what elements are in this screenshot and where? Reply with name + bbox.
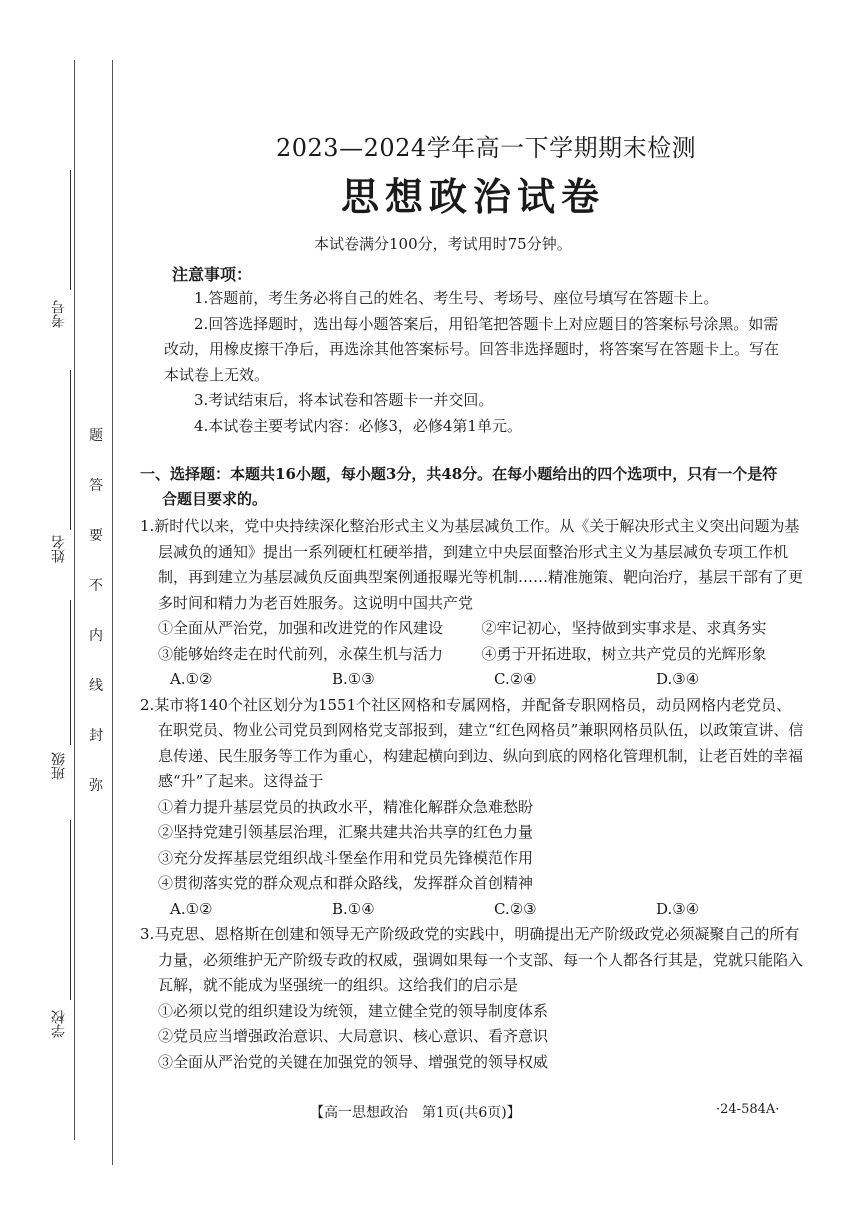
seal-warning-char: 要	[89, 528, 103, 544]
section-heading-line: 一、选择题：本题共16小题，每小题3分，共48分。在每小题给出的四个选项中，只有一个是符	[140, 465, 778, 483]
binding-margin	[0, 0, 120, 1226]
seal-warning-char: 不	[89, 578, 103, 594]
answer-choices	[140, 897, 805, 923]
notice-item: 2.回答选择题时，选出每小题答案后，用铅笔把答题卡上对应题目的答案标号涂黑。如需改动，用橡皮擦干净后，再选涂其他答案标号。回答非选择题时，将答案写在答题卡上。写在本试卷上无效。	[164, 314, 780, 384]
seal-warning-char: 答	[89, 478, 103, 494]
answer-choice: C.②③	[494, 899, 537, 918]
answer-choice: C.②④	[494, 670, 537, 688]
question-1	[140, 514, 805, 693]
name-field	[48, 535, 70, 563]
answer-choice: D.③④	[656, 899, 700, 918]
statement-option: ④勇于开拓进取，树立共产党员的光辉形象	[481, 644, 767, 663]
class-blank	[70, 600, 71, 745]
question-3	[140, 922, 805, 1075]
answer-choices	[140, 667, 805, 693]
statement-option: ③充分发挥基层党组织战斗堡垒作用和党员先锋模范作用	[158, 848, 534, 867]
notice-item: 1.答题前，考生务必将自己的姓名、考生号、考场号、座位号填写在答题卡上。	[194, 289, 719, 307]
statement-option: ①全面从严治党，加强和改进党的作风建设	[158, 619, 444, 637]
seal-warning-char: 线	[89, 678, 103, 694]
footer-paper-code: ·24-584A·	[716, 1102, 780, 1117]
question-list	[140, 514, 805, 1075]
exam-number-field	[48, 300, 70, 328]
seal-warning-char: 封	[89, 728, 103, 744]
exam-subject-title: 思想政治试卷	[341, 174, 606, 219]
seal-warning-char: 弥	[89, 778, 103, 794]
answer-choice: D.③④	[656, 670, 700, 688]
option-row	[140, 642, 805, 668]
exam-title: 2023—2024学年高一下学期期末检测	[276, 134, 697, 162]
binding-line-inner	[112, 60, 113, 1165]
notice-item: 3.考试结束后，将本试卷和答题卡一并交回。	[194, 391, 494, 409]
answer-choice: B.①③	[332, 670, 375, 688]
option-row	[140, 616, 805, 642]
notice-item: 4.本试卷主要考试内容：必修3，必修4第1单元。	[194, 416, 522, 435]
answer-choice: A.①②	[170, 670, 213, 688]
exam-number-blank	[70, 170, 71, 290]
question-stem: 3.马克思、恩格斯在创建和领导无产阶级政党的实践中，明确提出无产阶级政党必须凝聚自己的所有力量，必须维护无产阶级专政的权威，强调如果每一个支部、每一个人都各行其是，党就只能陷入瓦解，就不能成为坚强统一的组织。这给我们的启示是	[140, 925, 804, 994]
school-blank	[70, 820, 71, 1000]
binding-line-outer	[74, 60, 75, 1140]
answer-choice: B.①④	[332, 899, 375, 918]
school-field	[48, 1010, 70, 1038]
statement-option: ③全面从严治党的关键在加强党的领导、增强党的领导权威	[158, 1052, 549, 1071]
statement-option: ①必须以党的组织建设为统领，建立健全党的领导制度体系	[158, 1001, 549, 1020]
question-stem: 1.新时代以来，党中央持续深化整治形式主义为基层减负工作。从《关于解决形式主义突出问题为基层减负的通知》提出一系列硬杠杠硬举措，到建立中央层面整治形式主义为基层减负专项工作机制，再到建立为基层减负反面典型案例通报曝光等机制……精准施策、靶向治疗，基层干部有了更多时间和精力为老百姓服务。这说明中国共产党	[140, 517, 804, 612]
statement-option: ②党员应当增强政治意识、大局意识、核心意识、看齐意识	[158, 1027, 549, 1045]
exam-number-label: 考号	[51, 300, 67, 328]
statement-option: ②牢记初心，坚持做到实事求是、求真务实	[481, 619, 767, 637]
statement-option: ②坚持党建引领基层治理，汇聚共建共治共享的红色力量	[158, 823, 534, 841]
question-2	[140, 693, 805, 923]
footer-page-info: 【高一思想政治 第1页(共6页)】	[310, 1105, 521, 1121]
statement-option: ③能够始终走在时代前列，永葆生机与活力	[158, 644, 444, 663]
section-heading	[140, 462, 810, 512]
statement-option: ①着力提升基层党员的执政水平，精准化解群众急难愁盼	[158, 797, 534, 816]
answer-choice: A.①②	[170, 899, 213, 918]
statement-option: ④贯彻落实党的群众观点和群众路线，发挥群众首创精神	[158, 874, 534, 892]
name-label: 姓名	[51, 535, 67, 563]
notice-list	[164, 286, 784, 439]
section-heading-line: 合题目要求的。	[162, 490, 268, 508]
notice-heading: 注意事项：	[172, 265, 253, 284]
class-field	[48, 752, 70, 780]
seal-warning-char: 内	[89, 628, 103, 644]
seal-warning-char: 题	[89, 428, 103, 444]
exam-info: 本试卷满分100分，考试用时75分钟。	[314, 235, 572, 253]
school-label: 学校	[51, 1010, 67, 1038]
question-stem: 2.某市将140个社区划分为1551个社区网格和专属网格，并配备专职网格员，动员网格内老党员、在职党员、物业公司党员到网格党支部报到，建立“红色网格员”兼职网格员队伍，以政策宣讲、信息传递、民生服务等工作为重心，构建起横向到边、纵向到底的网格化管理机制，让老百姓的幸福感“升”了起来。这得益于	[140, 695, 804, 790]
name-blank	[70, 370, 71, 530]
class-label: 班级	[51, 752, 67, 780]
